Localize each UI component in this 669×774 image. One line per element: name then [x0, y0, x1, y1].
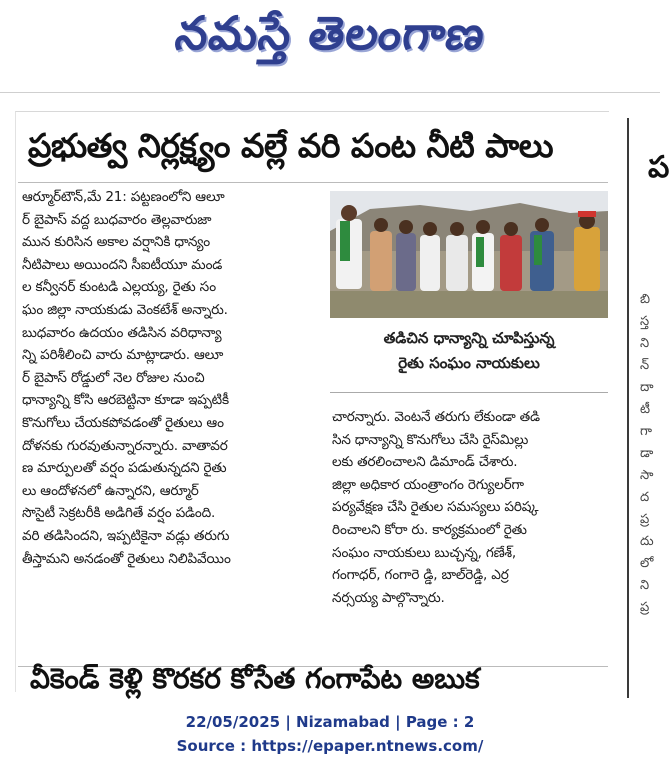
body-text-line: సొసైటీ సెక్రటరీకి అడిగితే వర్షం పడింది.: [22, 505, 216, 522]
article-headline: ప్రభుత్వ నిర్లక్ష్యం వల్లే వరి పంట నీటి పాలు: [28, 126, 554, 165]
adjacent-text-fragment: ప్ర: [640, 512, 650, 527]
masthead-divider: [0, 92, 660, 93]
farmers-photo-image: [330, 191, 608, 318]
body-text-line: మున కురిసిన అకాల వర్షానికి ధాన్యం: [22, 234, 210, 251]
body-text-line: ఘం జిల్లా నాయకుడు వెంకటేశ్ అన్నారు.: [22, 301, 228, 318]
body-text-line: ర్ బైపాస్ వద్ద బుధవారం తెల్లవారుజా: [22, 211, 212, 228]
footer-date-line: 22/05/2025 | Nizamabad | Page : 2: [185, 713, 475, 731]
adjacent-text-fragment: దా: [640, 380, 654, 395]
body-text-line: నర్సయ్య పాల్గొన్నారు.: [332, 589, 445, 606]
adjacent-text-fragment: దు: [640, 534, 654, 549]
newspaper-title: నమస్తే తెలంగాణ: [172, 6, 490, 60]
body-text-line: లకు తరలించాలని డిమాండ్ చేశారు.: [332, 454, 518, 471]
body-text-line: పర్యవేక్షణ చేసి రైతుల సమస్యలు పరిష్క: [332, 499, 539, 516]
next-article-headline-cut: [30, 662, 605, 695]
footer-source-line: Source : https://epaper.ntnews.com/: [176, 737, 484, 755]
body-text-line: ర్ బైపాస్ రోడ్డులో నెల రోజుల నుంచి: [22, 369, 205, 386]
adjacent-text-fragment: సా: [640, 468, 654, 483]
caption-line: తడిచిన ధాన్యాన్ని చూపిస్తున్న: [383, 329, 555, 347]
body-text-line: వరి తడిసిందని, ఇప్పటికైనా వడ్లు తరుగు: [22, 527, 230, 544]
adjacent-text-fragment: ప్ర: [640, 600, 650, 615]
caption-line: రైతు సంఘం నాయకులు: [398, 354, 540, 372]
caption-divider: [330, 392, 608, 393]
body-text-line: లు ఆందోళనలో ఉన్నారని, ఆర్మూర్: [22, 482, 199, 499]
photo-caption: [330, 326, 608, 376]
adjacent-text-fragment: లో: [640, 556, 654, 571]
body-text-line: కొనుగోలు చేయకపోవడంతో రైతులు ఆం: [22, 414, 224, 431]
adjacent-text-fragment: ని: [640, 336, 650, 351]
article-photo: [330, 191, 608, 318]
adjacent-text-fragment: ని: [640, 578, 650, 593]
adjacent-text-fragment: స్త: [640, 314, 650, 329]
column-divider: [627, 118, 629, 698]
body-text-line: సంఘం నాయకులు బుచ్చన్న, గణేశ్,: [332, 544, 517, 561]
adjacent-text-fragment: న్: [640, 358, 650, 373]
article-body-right: [332, 406, 612, 609]
body-text-line: నీటిపాలు అయిందని సీఐటీయూ మండ: [22, 256, 223, 273]
body-text-line: ఆర్మూర్‌టౌన్‌,మే 21: పట్టణంలోని ఆలూ: [22, 189, 225, 205]
adjacent-text-fragment: బి: [640, 292, 651, 307]
body-text-line: ధాన్యాన్ని కోసి ఆరబెట్టినా కూడా ఇప్పటికీ: [22, 392, 229, 409]
body-text-line: తీస్తామని అనడంతో రైతులు నిలిపివేయిం: [22, 550, 231, 567]
body-text-line: గంగాధర్, గంగారె డ్డి, బాల్‌రెడ్డి, ఎర్ర: [332, 567, 509, 584]
body-text-line: దోళనకు గురవుతున్నారన్నారు. వాతావర: [22, 437, 228, 454]
adjacent-headline-fragment: ప: [648, 150, 669, 185]
body-text-line: రించాలని కోరా రు. కార్యక్రమంలో రైతు: [332, 521, 527, 538]
adjacent-text-fragment: డా: [640, 446, 654, 461]
body-text-line: ల కన్వీనర్ కుంటడి ఎల్లయ్య, రైతు సం: [22, 279, 216, 296]
body-text-line: బుధవారం ఉదయం తడిసిన వరిధాన్యా: [22, 324, 222, 341]
masthead: [0, 0, 660, 96]
article-body-left: [22, 186, 324, 570]
body-text-line: న్ని పరిశీలించి వారు మాట్లాడారు. ఆలూ: [22, 347, 224, 364]
body-text-line: చారన్నారు. వెంటనే తరుగు లేకుండా తడి: [332, 409, 540, 425]
epaper-footer: [0, 710, 660, 758]
body-text-line: సిన ధాన్యాన్ని కొనుగోలు చేసి రైస్‌మిల్లు: [332, 431, 529, 448]
headline-divider: [18, 182, 608, 183]
body-text-line: ణ మార్పులతో వర్షం పడుతున్నదని రైతు: [22, 460, 227, 477]
adjacent-text-fragment: ద: [640, 490, 650, 505]
adjacent-column-fragment: [640, 292, 660, 622]
body-text-line: జిల్లా అధికార యంత్రాంగం రెగ్యులర్‌గా: [332, 476, 524, 493]
adjacent-text-fragment: టీ: [640, 402, 651, 417]
next-article-headline: వీకెండ్ కెళ్లి కొరకర కోసేత గంగాపేట అబుక: [30, 662, 480, 695]
adjacent-text-fragment: గా: [640, 424, 652, 439]
